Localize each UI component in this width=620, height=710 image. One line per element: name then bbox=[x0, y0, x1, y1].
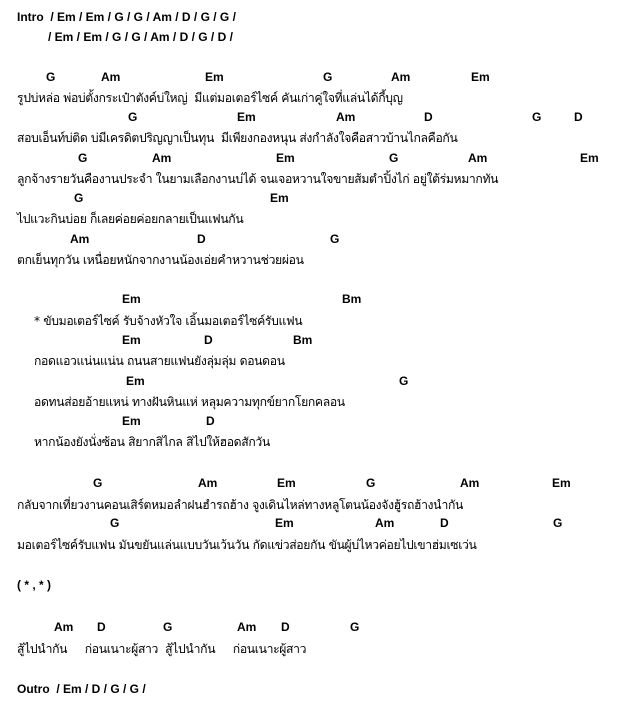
chord: G bbox=[46, 70, 56, 84]
chord: Am bbox=[391, 70, 411, 84]
chorus-lyric-4: หากน้องยังนั่งซ้อน สิยากสิไกล สิไปให้ฮอดสักวัน bbox=[34, 435, 270, 449]
verse2-lyric-2: มอเตอร์ไซค์รับแฟน มันขยันแล่นแบบวันเว้นวัน กัดแข่วส่อยกัน ขันผู้บ่ไหวค่อยไปเขาฮ่มเซเว่น bbox=[17, 538, 477, 552]
chord: G bbox=[366, 476, 376, 490]
chord: Em bbox=[277, 476, 296, 490]
chord: Em bbox=[122, 333, 141, 347]
chord: D bbox=[440, 516, 449, 530]
verse1-lyric-4: ไปแวะกินบ่อย ก็เลยค่อยค่อยกลายเป็นแฟนกัน bbox=[17, 212, 244, 226]
chord: Am bbox=[460, 476, 480, 490]
chord: G bbox=[163, 620, 173, 634]
verse2-chords-1 bbox=[0, 476, 620, 496]
chord: G bbox=[93, 476, 103, 490]
chord: G bbox=[389, 151, 399, 165]
chord: Am bbox=[54, 620, 74, 634]
chorus-lyric-1: * ขับมอเตอร์ไซค์ รับจ้างหัวใจ เอิ้นมอเตอร์ไซค์รับแฟน bbox=[34, 314, 303, 328]
chord: Em bbox=[270, 191, 289, 205]
verse1-chords-5 bbox=[0, 232, 620, 252]
chord: Am bbox=[101, 70, 121, 84]
intro-line-1: Intro / Em / Em / G / G / Am / D / G / G / bbox=[17, 10, 236, 24]
outro-line: Outro / Em / D / G / G / bbox=[17, 682, 146, 696]
chord: G bbox=[128, 110, 138, 124]
chorus-lyric-2: กอดแอวแน่นแน่น ถนนสายแฟนยังลุ่มลุ่ม ดอนดอน bbox=[34, 354, 285, 368]
chord: Em bbox=[122, 292, 141, 306]
chord: D bbox=[204, 333, 213, 347]
chord: Em bbox=[276, 151, 295, 165]
chord: D bbox=[424, 110, 433, 124]
chord: Em bbox=[122, 414, 141, 428]
verse2-chords-2 bbox=[0, 516, 620, 536]
chord: D bbox=[206, 414, 215, 428]
chord: G bbox=[110, 516, 120, 530]
chord: G bbox=[74, 191, 84, 205]
chorus-chords-1 bbox=[0, 292, 620, 312]
chord: Em bbox=[471, 70, 490, 84]
chord: G bbox=[553, 516, 563, 530]
verse1-chords-3 bbox=[0, 151, 620, 171]
chord: D bbox=[197, 232, 206, 246]
verse1-lyric-2: สอบเอ็นท์บ่ติด บ่มีเครดิตปริญญาเป็นทุน มีเพียงกองหนุน ส่งกำลังใจคือสาวบ้านไกลคือกัน bbox=[17, 131, 458, 145]
chord: D bbox=[574, 110, 583, 124]
ending-chords-1 bbox=[0, 620, 620, 640]
chord: Em bbox=[580, 151, 599, 165]
chord: Am bbox=[70, 232, 90, 246]
chorus-chords-3 bbox=[0, 374, 620, 394]
chord: G bbox=[330, 232, 340, 246]
intro-line-2: / Em / Em / G / G / Am / D / G / D / bbox=[48, 30, 233, 44]
chord: Am bbox=[152, 151, 172, 165]
chord: Em bbox=[237, 110, 256, 124]
chord: Bm bbox=[342, 292, 362, 306]
chord: G bbox=[78, 151, 88, 165]
verse1-chords-1 bbox=[0, 70, 620, 90]
chord: Am bbox=[237, 620, 257, 634]
chord: Am bbox=[468, 151, 488, 165]
chord: Em bbox=[275, 516, 294, 530]
verse1-lyric-3: ลูกจ้างรายวันคืองานประจำ ในยามเลือกงานบ่ได้ จนเจอหวานใจขายส้มตำปิ้งไก่ อยู่ใต้ร่มหมากทัน bbox=[17, 172, 499, 186]
chord: Am bbox=[375, 516, 395, 530]
chorus-lyric-3: อดทนส่อยอ้ายแหน่ ทางฝันหินแห่ หลุมความทุกข์ยากโยกคลอน bbox=[34, 395, 345, 409]
chorus-chords-2 bbox=[0, 333, 620, 353]
chord: D bbox=[97, 620, 106, 634]
chorus-chords-4 bbox=[0, 414, 620, 434]
chord: G bbox=[350, 620, 360, 634]
verse1-lyric-5: ตกเย็นทุกวัน เหนื่อยหนักจากงานน้องเอ่ยคำหวานช่วยผ่อน bbox=[17, 253, 304, 267]
chord: G bbox=[532, 110, 542, 124]
chord: G bbox=[323, 70, 333, 84]
verse2-lyric-1: กลับจากเที่ยวงานคอนเสิร์ตหมอลำฝนฮำรถฮ้าง จูงเดินไหล่ทางหลูโตนน้องจังฮู้รถฮ้างนำกัน bbox=[17, 498, 463, 512]
verse1-chords-2 bbox=[0, 110, 620, 130]
chord: Bm bbox=[293, 333, 313, 347]
chord: Em bbox=[205, 70, 224, 84]
repeat-chorus-marker: ( * , * ) bbox=[17, 578, 52, 592]
ending-lyric-1: สู้ไปนำกัน ก่อนเนาะผู้สาว สู้ไปนำกัน ก่อนเนาะผู้สาว bbox=[17, 642, 307, 656]
chord: Am bbox=[336, 110, 356, 124]
chord: Em bbox=[126, 374, 145, 388]
chord: Em bbox=[552, 476, 571, 490]
chord: Am bbox=[198, 476, 218, 490]
chord: D bbox=[281, 620, 290, 634]
verse1-lyric-1: รูปบ่หล่อ พ่อบ่ตั้งกระเป๋าตังค์บ่ใหญ่ มีแต่มอเตอร์ไซค์ คันเก่าคู่ใจที่แล่นได้กี้บุญ bbox=[17, 91, 403, 105]
chord: G bbox=[399, 374, 409, 388]
verse1-chords-4 bbox=[0, 191, 620, 211]
